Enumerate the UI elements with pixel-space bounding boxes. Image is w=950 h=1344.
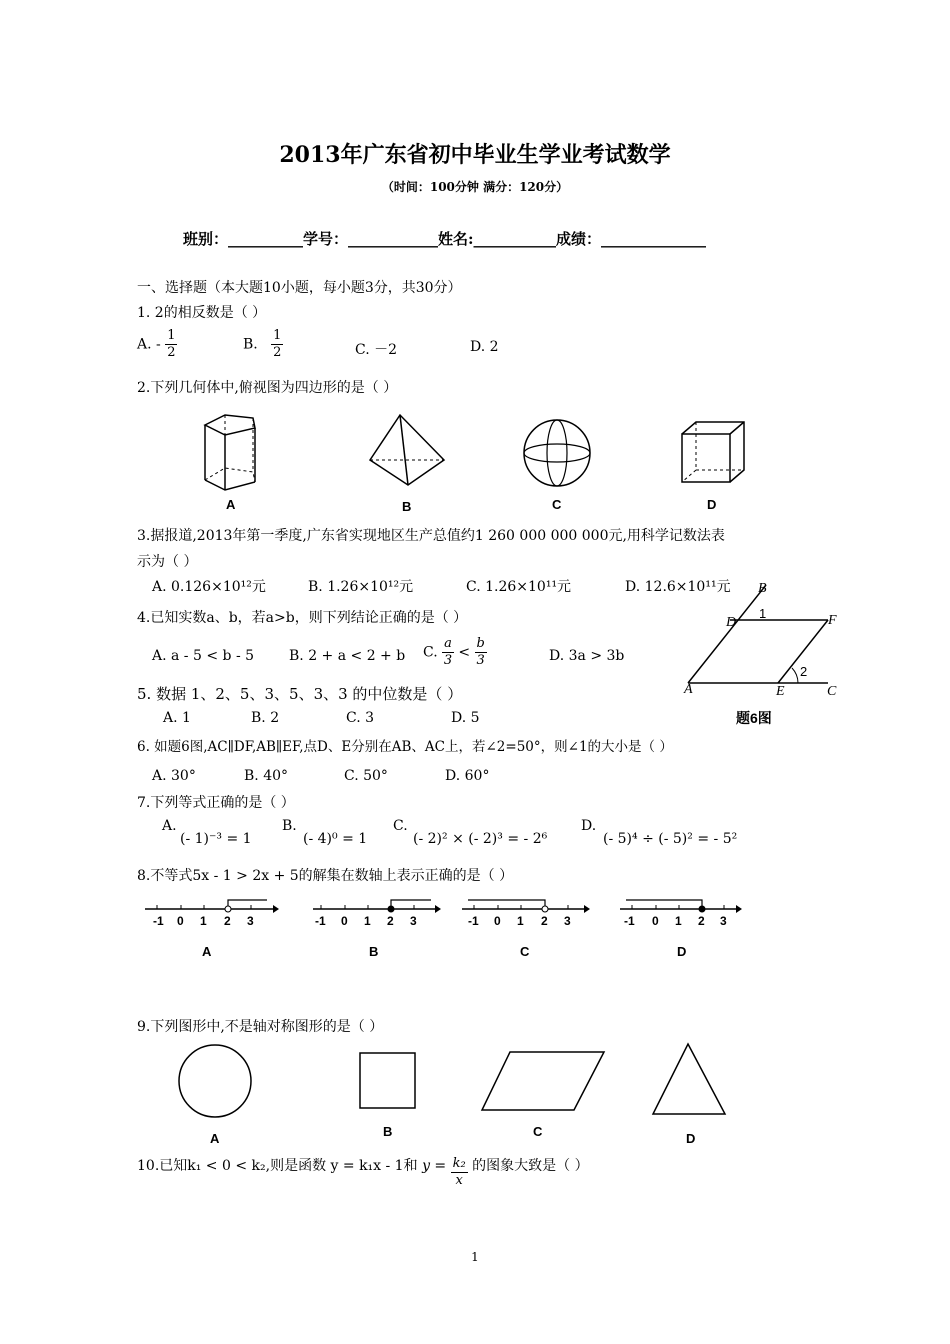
number-line-c (462, 895, 592, 931)
q6-stem: 6. 如题6图,AC∥DF,AB∥EF,点D、E分别在AB、AC上，若∠2=50°，则∠1的大小是（ ） (137, 739, 673, 755)
svg-text:2: 2 (224, 914, 231, 928)
q3-option-a: A. 0.126×10¹²元 (152, 579, 266, 595)
q8-label-a: A (202, 944, 212, 959)
q2-label-d: D (707, 497, 717, 512)
circle-shape-figure (178, 1044, 254, 1120)
number-line-b (313, 895, 443, 931)
page-title: 2013年广东省初中毕业生学业考试数学 (279, 142, 671, 168)
svg-text:-1: -1 (315, 914, 326, 928)
q8-label-d: D (677, 944, 687, 959)
fig6-point-f: F (828, 613, 837, 628)
svg-text:1: 1 (675, 914, 682, 928)
cube-figure (680, 420, 746, 486)
number-line-d (620, 895, 750, 931)
q8-stem: 8.不等式5x - 1 > 2x + 5的解集在数轴上表示正确的是（ ） (137, 868, 514, 884)
svg-text:1: 1 (364, 914, 371, 928)
q7-label-d: D. (581, 818, 597, 834)
q7-expr-b: (- 4)⁰ = 1 (303, 831, 368, 847)
q10-stem: 10.已知k₁ < 0 < k₂,则是函数 y = k₁x - 1和 y = $\frac{\text{k₂}}{x}$ 的图象大致是（ ） (137, 1156, 589, 1188)
q4-option-c: C. $\frac{a}{3}$ < $\frac{b}{3}$ (423, 636, 485, 668)
fig6-angle-1: 1 (759, 606, 767, 621)
svg-text:0: 0 (177, 914, 184, 928)
q2-label-a: A (226, 497, 236, 512)
q7-label-b: B. (282, 818, 297, 834)
exam-subtitle: （时间：100分钟 满分：120分） (381, 180, 569, 194)
fig6-angle-2: 2 (800, 664, 808, 679)
svg-text:3: 3 (247, 914, 254, 928)
svg-text:3: 3 (720, 914, 727, 928)
q3-stem-line1: 3.据报道,2013年第一季度,广东省实现地区生产总值约1 260 000 000 000元,用科学记数法表 (137, 528, 725, 544)
triangle-shape-figure (651, 1042, 727, 1116)
tetrahedron-figure (368, 415, 448, 490)
svg-text:-1: -1 (153, 914, 164, 928)
q3-option-b: B. 1.26×10¹²元 (308, 579, 414, 595)
q9-label-c: C (533, 1124, 543, 1139)
svg-text:1: 1 (200, 914, 207, 928)
q5-stem: 5. 数据 1、2、5、3、5、3、3 的中位数是（ ） (137, 685, 463, 703)
q6-option-c: C. 50° (344, 768, 388, 784)
q9-label-a: A (210, 1131, 220, 1146)
q6-option-b: B. 40° (244, 768, 289, 784)
q9-stem: 9.下列图形中,不是轴对称图形的是（ ） (137, 1019, 384, 1035)
q5-option-d: D. 5 (451, 710, 480, 726)
q5-option-b: B. 2 (251, 710, 280, 726)
svg-text:0: 0 (652, 914, 659, 928)
q3-option-d: D. 12.6×10¹¹元 (625, 579, 731, 595)
q9-label-b: B (383, 1124, 393, 1139)
q8-label-c: C (520, 944, 530, 959)
svg-text:2: 2 (541, 914, 548, 928)
q3-stem-line2: 示为（ ） (137, 554, 198, 570)
svg-text:3: 3 (410, 914, 417, 928)
q7-expr-c: (- 2)² × (- 2)³ = - 2⁶ (413, 831, 548, 847)
pentagonal-prism-figure (195, 410, 265, 490)
fig6-point-a: A (684, 682, 693, 697)
q4-stem: 4.已知实数a、b，若a>b，则下列结论正确的是（ ） (137, 610, 468, 626)
q8-label-b: B (369, 944, 379, 959)
svg-text:-1: -1 (624, 914, 635, 928)
q7-expr-d: (- 5)⁴ ÷ (- 5)² = - 5² (603, 831, 738, 847)
question6-figure (680, 580, 850, 730)
q5-option-a: A. 1 (163, 710, 191, 726)
svg-text:1: 1 (517, 914, 524, 928)
q2-label-c: C (552, 497, 562, 512)
q2-stem: 2.下列几何体中,俯视图为四边形的是（ ） (137, 380, 398, 396)
sphere-figure (522, 418, 592, 488)
parallelogram-shape-figure (480, 1050, 606, 1112)
q6-option-a: A. 30° (152, 768, 196, 784)
q4-option-d: D. 3a > 3b (549, 648, 625, 664)
q1-option-c: C. －2 (355, 342, 398, 358)
fig6-point-b: B (758, 581, 767, 596)
q2-label-b: B (402, 499, 412, 514)
fig6-caption: 题6图 (736, 710, 772, 726)
q1-option-a: A. - $\frac{1}{2}$ (137, 328, 176, 360)
svg-text:2: 2 (387, 914, 394, 928)
q4-option-b: B. 2 + a < 2 + b (289, 648, 406, 664)
fig6-point-d: D (726, 615, 737, 630)
q7-expr-a: (- 1)⁻³ = 1 (180, 831, 252, 847)
section-heading: 一、选择题（本大题10小题，每小题3分，共30分） (137, 280, 462, 296)
svg-text:3: 3 (564, 914, 571, 928)
q6-option-d: D. 60° (445, 768, 490, 784)
svg-text:0: 0 (494, 914, 501, 928)
q4-option-a: A. a - 5 < b - 5 (152, 648, 255, 664)
q9-label-d: D (686, 1131, 696, 1146)
page-number: 1 (471, 1250, 479, 1264)
q7-label-a: A. (162, 818, 177, 834)
fig6-point-c: C (827, 684, 837, 699)
svg-text:-1: -1 (468, 914, 479, 928)
square-shape-figure (358, 1051, 418, 1111)
q7-stem: 7.下列等式正确的是（ ） (137, 795, 295, 811)
svg-text:2: 2 (698, 914, 705, 928)
student-info-line: 班别：__________学号：____________姓名:___________成绩：______________ (183, 230, 707, 248)
q1-option-d: D. 2 (470, 339, 499, 355)
q1-stem: 1. 2的相反数是（ ） (137, 305, 267, 321)
fig6-point-e: E (776, 684, 785, 699)
q1-option-b: B. $\frac{1}{2}$ (243, 328, 282, 360)
q5-option-c: C. 3 (346, 710, 375, 726)
q7-label-c: C. (393, 818, 408, 834)
number-line-a (145, 895, 275, 931)
svg-text:0: 0 (341, 914, 348, 928)
q3-option-c: C. 1.26×10¹¹元 (466, 579, 572, 595)
